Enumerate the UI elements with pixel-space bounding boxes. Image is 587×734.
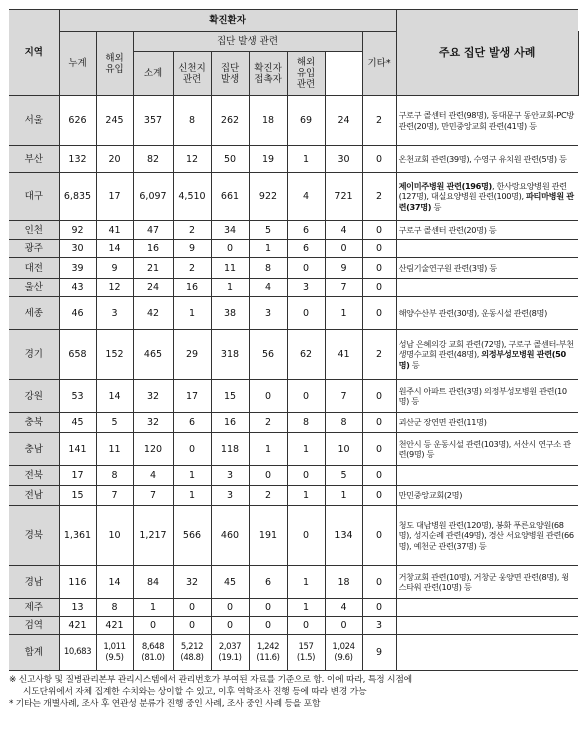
cumulative-cell: 43 xyxy=(59,279,96,297)
contact-cell: 922 xyxy=(249,173,287,221)
overseas-related-cell: 4 xyxy=(287,173,325,221)
case-text: 괴산군 장연면 관련(11명) xyxy=(398,417,487,428)
region-cell: 부산 xyxy=(9,146,59,173)
new-cell: 2 xyxy=(362,173,396,221)
overseas-cell: 9 xyxy=(96,258,133,279)
subtotal-cell: 4 xyxy=(133,466,173,486)
other-cell: 24 xyxy=(325,96,362,146)
case-text: 해양수산부 관련(30명), 운동시설 관련(8명) xyxy=(398,307,547,318)
case-text: 천안시 등 운동시설 관련(103명), 서산시 연구소 관련(9명) 등 xyxy=(398,438,571,459)
total-shincheonji: 5,212 (48.8) xyxy=(173,635,211,671)
main-cases-cell xyxy=(396,96,578,146)
case-text: 청도 대남병원 관련(120명), 봉화 푸른요양원(68명), 성지순례 관련(49명), 경산 서요양병원 관련(66명), 예천군 관련(37명) 등 xyxy=(398,519,574,551)
cumulative-cell: 421 xyxy=(59,617,96,635)
new-cell: 0 xyxy=(362,599,396,617)
main-cases-cell xyxy=(396,380,578,413)
new-cell: 0 xyxy=(362,240,396,258)
subtotal-cell: 1,217 xyxy=(133,506,173,566)
region-cell: 광주 xyxy=(9,240,59,258)
new-cell: 0 xyxy=(362,146,396,173)
subtotal-cell: 47 xyxy=(133,221,173,240)
subtotal-cell: 84 xyxy=(133,566,173,599)
case-text: 의정부성모병원 관련(50명) xyxy=(398,349,566,370)
overseas-related-cell: 0 xyxy=(287,466,325,486)
main-cases-cell xyxy=(396,221,578,240)
main-cases-cell xyxy=(396,599,578,617)
case-text: 성남 은혜의강 교회 관련(72명), 구로구 콜센터-부천 생명수교회 관련(48명), xyxy=(398,338,574,360)
main-cases-header: 주요 집단 발생 사례 xyxy=(396,10,578,96)
subtotal-cell: 16 xyxy=(133,240,173,258)
overseas-cell: 421 xyxy=(96,617,133,635)
region-cell: 제주 xyxy=(9,599,59,617)
other-cell: 4 xyxy=(325,599,362,617)
footnote-1-line-1: ※ 신고사항 및 질병관리본부 관리시스템에서 관리번호가 부여된 자료를 기준으로 함. 이에 따라, 특정 시점에 xyxy=(9,675,412,685)
subtotal-cell: 0 xyxy=(133,617,173,635)
table-row xyxy=(9,297,578,330)
new-cell: 0 xyxy=(362,258,396,279)
overseas-related-header: 해외 유입 관련 xyxy=(287,52,325,96)
new-cell: 0 xyxy=(362,413,396,433)
subtotal-cell: 120 xyxy=(133,433,173,466)
case-text: 산림기술연구원 관련(3명) 등 xyxy=(398,262,497,273)
table-row xyxy=(9,146,578,173)
shincheonji-cell: 29 xyxy=(173,330,211,380)
other-cell: 7 xyxy=(325,380,362,413)
other-cell: 4 xyxy=(325,221,362,240)
overseas-cell: 8 xyxy=(96,466,133,486)
other-cell: 41 xyxy=(325,330,362,380)
region-cell: 경북 xyxy=(9,506,59,566)
new-cell: 2 xyxy=(362,96,396,146)
contact-header: 확진자 접촉자 xyxy=(249,52,287,96)
cluster-cell: 16 xyxy=(211,413,249,433)
main-cases-cell xyxy=(396,466,578,486)
table-row xyxy=(9,380,578,413)
cumulative-cell: 626 xyxy=(59,96,96,146)
contact-cell: 0 xyxy=(249,380,287,413)
other-cell: 5 xyxy=(325,466,362,486)
main-cases-cell xyxy=(396,617,578,635)
total-contact: 1,242 (11.6) xyxy=(249,635,287,671)
table-row xyxy=(9,258,578,279)
region-cell: 인천 xyxy=(9,221,59,240)
subtotal-cell: 32 xyxy=(133,413,173,433)
region-cell: 검역 xyxy=(9,617,59,635)
main-cases-cell xyxy=(396,433,578,466)
overseas-cell: 14 xyxy=(96,380,133,413)
contact-cell: 5 xyxy=(249,221,287,240)
overseas-related-cell: 0 xyxy=(287,258,325,279)
other-header: 기타* xyxy=(362,32,396,96)
overseas-cell: 3 xyxy=(96,297,133,330)
main-cases-cell xyxy=(396,330,578,380)
cumulative-cell: 116 xyxy=(59,566,96,599)
region-cell: 전북 xyxy=(9,466,59,486)
case-text: 온천교회 관련(39명), 수영구 유치원 관련(5명) 등 xyxy=(398,153,567,164)
cumulative-cell: 15 xyxy=(59,486,96,506)
other-cell: 1 xyxy=(325,297,362,330)
new-cell: 2 xyxy=(362,330,396,380)
cumulative-header: 누계 xyxy=(59,32,96,96)
overseas-cell: 11 xyxy=(96,433,133,466)
contact-cell: 56 xyxy=(249,330,287,380)
contact-cell: 4 xyxy=(249,279,287,297)
other-cell: 7 xyxy=(325,279,362,297)
region-cell: 울산 xyxy=(9,279,59,297)
total-overseas-related: 157 (1.5) xyxy=(287,635,325,671)
overseas-related-cell: 6 xyxy=(287,240,325,258)
contact-cell: 8 xyxy=(249,258,287,279)
region-cell: 충북 xyxy=(9,413,59,433)
contact-cell: 0 xyxy=(249,599,287,617)
overseas-related-cell: 1 xyxy=(287,599,325,617)
other-cell: 30 xyxy=(325,146,362,173)
new-cell: 0 xyxy=(362,297,396,330)
confirmed-cases-table xyxy=(9,9,579,671)
new-cell: 0 xyxy=(362,221,396,240)
table-row xyxy=(9,279,578,297)
case-text: 만민중앙교회(2명) xyxy=(398,490,463,501)
region-cell: 전남 xyxy=(9,486,59,506)
total-cumulative: 10,683 xyxy=(59,635,96,671)
main-cases-cell xyxy=(396,486,578,506)
contact-cell: 19 xyxy=(249,146,287,173)
shincheonji-cell: 17 xyxy=(173,380,211,413)
cluster-cell: 3 xyxy=(211,486,249,506)
new-cell: 0 xyxy=(362,566,396,599)
subtotal-cell: 21 xyxy=(133,258,173,279)
cumulative-cell: 13 xyxy=(59,599,96,617)
cluster-cell: 38 xyxy=(211,297,249,330)
contact-cell: 1 xyxy=(249,433,287,466)
total-new: 9 xyxy=(362,635,396,671)
overseas-related-cell: 1 xyxy=(287,433,325,466)
new-cell: 0 xyxy=(362,380,396,413)
case-table-document xyxy=(9,9,578,710)
main-cases-cell xyxy=(396,240,578,258)
table-row xyxy=(9,466,578,486)
cumulative-cell: 17 xyxy=(59,466,96,486)
case-text: 등 xyxy=(409,359,420,370)
shincheonji-cell: 566 xyxy=(173,506,211,566)
cumulative-cell: 141 xyxy=(59,433,96,466)
case-text: 파티마병원 관련(37명) xyxy=(398,191,574,212)
cumulative-cell: 30 xyxy=(59,240,96,258)
other-cell: 1 xyxy=(325,486,362,506)
contact-cell: 18 xyxy=(249,96,287,146)
cluster-cell: 0 xyxy=(211,599,249,617)
subtotal-cell: 24 xyxy=(133,279,173,297)
cluster-cell: 3 xyxy=(211,466,249,486)
total-cases-cell xyxy=(396,635,578,671)
overseas-cell: 5 xyxy=(96,413,133,433)
main-cases-cell xyxy=(396,173,578,221)
shincheonji-cell: 0 xyxy=(173,599,211,617)
footnote-1-line-2: 시도단위에서 자체 집계한 수치와는 상이할 수 있고, 이후 역학조사 진행 등에 따라 변경 가능 xyxy=(23,687,367,697)
cumulative-cell: 46 xyxy=(59,297,96,330)
subtotal-cell: 465 xyxy=(133,330,173,380)
contact-cell: 3 xyxy=(249,297,287,330)
table-row xyxy=(9,173,578,221)
main-cases-cell xyxy=(396,146,578,173)
cluster-related-header: 집단 발생 관련 xyxy=(133,32,362,52)
cluster-cell: 318 xyxy=(211,330,249,380)
overseas-inflow-header: 해외 유입 xyxy=(96,32,133,96)
new-cell: 3 xyxy=(362,617,396,635)
table-row xyxy=(9,433,578,466)
shincheonji-cell: 8 xyxy=(173,96,211,146)
table-row xyxy=(9,486,578,506)
total-label: 합계 xyxy=(9,635,59,671)
table-row xyxy=(9,221,578,240)
subtotal-cell: 32 xyxy=(133,380,173,413)
other-cell: 134 xyxy=(325,506,362,566)
table-row xyxy=(9,599,578,617)
cumulative-cell: 6,835 xyxy=(59,173,96,221)
table-row xyxy=(9,96,578,146)
region-header: 지역 xyxy=(9,10,59,96)
region-cell: 대전 xyxy=(9,258,59,279)
overseas-related-cell: 62 xyxy=(287,330,325,380)
new-cell: 0 xyxy=(362,279,396,297)
overseas-cell: 14 xyxy=(96,566,133,599)
total-row xyxy=(9,635,578,671)
shincheonji-cell: 12 xyxy=(173,146,211,173)
cluster-cell: 34 xyxy=(211,221,249,240)
case-text: 등 xyxy=(431,201,442,212)
subtotal-cell: 42 xyxy=(133,297,173,330)
contact-cell: 1 xyxy=(249,240,287,258)
overseas-cell: 8 xyxy=(96,599,133,617)
cumulative-cell: 1,361 xyxy=(59,506,96,566)
other-cell: 721 xyxy=(325,173,362,221)
overseas-related-cell: 0 xyxy=(287,380,325,413)
overseas-related-cell: 0 xyxy=(287,506,325,566)
region-cell: 강원 xyxy=(9,380,59,413)
new-cell: 0 xyxy=(362,506,396,566)
cumulative-cell: 658 xyxy=(59,330,96,380)
cumulative-cell: 45 xyxy=(59,413,96,433)
shincheonji-header: 신천지 관련 xyxy=(173,52,211,96)
total-overseas: 1,011 (9.5) xyxy=(96,635,133,671)
overseas-related-cell: 1 xyxy=(287,486,325,506)
table-row xyxy=(9,506,578,566)
region-cell: 경기 xyxy=(9,330,59,380)
shincheonji-cell: 1 xyxy=(173,297,211,330)
other-cell: 0 xyxy=(325,617,362,635)
other-cell: 10 xyxy=(325,433,362,466)
table-row xyxy=(9,413,578,433)
cluster-cell: 15 xyxy=(211,380,249,413)
cumulative-cell: 39 xyxy=(59,258,96,279)
overseas-cell: 20 xyxy=(96,146,133,173)
cluster-cell: 11 xyxy=(211,258,249,279)
overseas-cell: 12 xyxy=(96,279,133,297)
table-row xyxy=(9,330,578,380)
confirmed-header: 확진환자 xyxy=(59,10,396,32)
shincheonji-cell: 32 xyxy=(173,566,211,599)
shincheonji-cell: 0 xyxy=(173,617,211,635)
cluster-cell: 262 xyxy=(211,96,249,146)
new-cell: 0 xyxy=(362,466,396,486)
contact-cell: 6 xyxy=(249,566,287,599)
main-cases-cell xyxy=(396,413,578,433)
overseas-related-cell: 69 xyxy=(287,96,325,146)
subtotal-cell: 1 xyxy=(133,599,173,617)
other-cell: 9 xyxy=(325,258,362,279)
overseas-cell: 10 xyxy=(96,506,133,566)
subtotal-header: 소계 xyxy=(133,52,173,96)
contact-cell: 0 xyxy=(249,617,287,635)
cluster-cell: 0 xyxy=(211,617,249,635)
new-cell: 0 xyxy=(362,433,396,466)
cluster-cell: 118 xyxy=(211,433,249,466)
cluster-outbreak-header: 집단 발생 xyxy=(211,52,249,96)
case-text: 제이미주병원 관련(196명) xyxy=(398,180,492,191)
total-other: 1,024 (9.6) xyxy=(325,635,362,671)
subtotal-cell: 82 xyxy=(133,146,173,173)
shincheonji-cell: 16 xyxy=(173,279,211,297)
total-subtotal: 8,648 (81.0) xyxy=(133,635,173,671)
region-cell: 세종 xyxy=(9,297,59,330)
main-cases-cell xyxy=(396,566,578,599)
case-text: 구로구 콜센터 관련(98명), 동대문구 동안교회-PC방 관련(20명), 만민중앙교회 관련(41명) 등 xyxy=(398,110,574,131)
overseas-cell: 14 xyxy=(96,240,133,258)
overseas-related-cell: 3 xyxy=(287,279,325,297)
cumulative-cell: 53 xyxy=(59,380,96,413)
region-cell: 경남 xyxy=(9,566,59,599)
contact-cell: 2 xyxy=(249,486,287,506)
case-text: 거창교회 관련(10명), 거창군 웅양면 관련(8명), 윙스타워 관련(10명) 등 xyxy=(398,571,569,592)
table-row xyxy=(9,617,578,635)
cumulative-cell: 92 xyxy=(59,221,96,240)
region-cell: 충남 xyxy=(9,433,59,466)
footnotes xyxy=(9,674,578,710)
shincheonji-cell: 0 xyxy=(173,433,211,466)
overseas-related-cell: 6 xyxy=(287,221,325,240)
other-cell: 0 xyxy=(325,240,362,258)
cluster-cell: 50 xyxy=(211,146,249,173)
overseas-related-cell: 0 xyxy=(287,617,325,635)
cluster-cell: 460 xyxy=(211,506,249,566)
shincheonji-cell: 1 xyxy=(173,486,211,506)
shincheonji-cell: 6 xyxy=(173,413,211,433)
cluster-cell: 1 xyxy=(211,279,249,297)
contact-cell: 2 xyxy=(249,413,287,433)
cluster-cell: 45 xyxy=(211,566,249,599)
region-cell: 대구 xyxy=(9,173,59,221)
subtotal-cell: 6,097 xyxy=(133,173,173,221)
new-cell: 0 xyxy=(362,486,396,506)
case-text: 원주시 아파트 관련(3명) 의정부성모병원 관련(10명) 등 xyxy=(398,385,567,406)
overseas-cell: 17 xyxy=(96,173,133,221)
cluster-cell: 661 xyxy=(211,173,249,221)
main-cases-cell xyxy=(396,279,578,297)
overseas-related-cell: 1 xyxy=(287,566,325,599)
contact-cell: 191 xyxy=(249,506,287,566)
shincheonji-cell: 9 xyxy=(173,240,211,258)
subtotal-cell: 357 xyxy=(133,96,173,146)
shincheonji-cell: 2 xyxy=(173,258,211,279)
footnote-2: * 기타는 개별사례, 조사 후 연관성 분류가 진행 중인 사례, 조사 중인 사례 등을 포함 xyxy=(9,699,321,709)
shincheonji-cell: 1 xyxy=(173,466,211,486)
main-cases-cell xyxy=(396,258,578,279)
table-row xyxy=(9,240,578,258)
overseas-related-cell: 8 xyxy=(287,413,325,433)
table-row xyxy=(9,566,578,599)
overseas-cell: 245 xyxy=(96,96,133,146)
shincheonji-cell: 4,510 xyxy=(173,173,211,221)
region-cell: 서울 xyxy=(9,96,59,146)
other-cell: 18 xyxy=(325,566,362,599)
overseas-related-cell: 0 xyxy=(287,297,325,330)
other-cell: 8 xyxy=(325,413,362,433)
main-cases-cell xyxy=(396,297,578,330)
subtotal-cell: 7 xyxy=(133,486,173,506)
overseas-cell: 41 xyxy=(96,221,133,240)
overseas-related-cell: 1 xyxy=(287,146,325,173)
contact-cell: 0 xyxy=(249,466,287,486)
overseas-cell: 152 xyxy=(96,330,133,380)
case-text: 구로구 콜센터 관련(20명) 등 xyxy=(398,224,497,235)
cumulative-cell: 132 xyxy=(59,146,96,173)
overseas-cell: 7 xyxy=(96,486,133,506)
case-text: , 한사랑요양병원 관련(127명), 대실요양병원 관련(100명), xyxy=(398,180,567,202)
cluster-cell: 0 xyxy=(211,240,249,258)
total-cluster: 2,037 (19.1) xyxy=(211,635,249,671)
shincheonji-cell: 2 xyxy=(173,221,211,240)
main-cases-cell xyxy=(396,506,578,566)
